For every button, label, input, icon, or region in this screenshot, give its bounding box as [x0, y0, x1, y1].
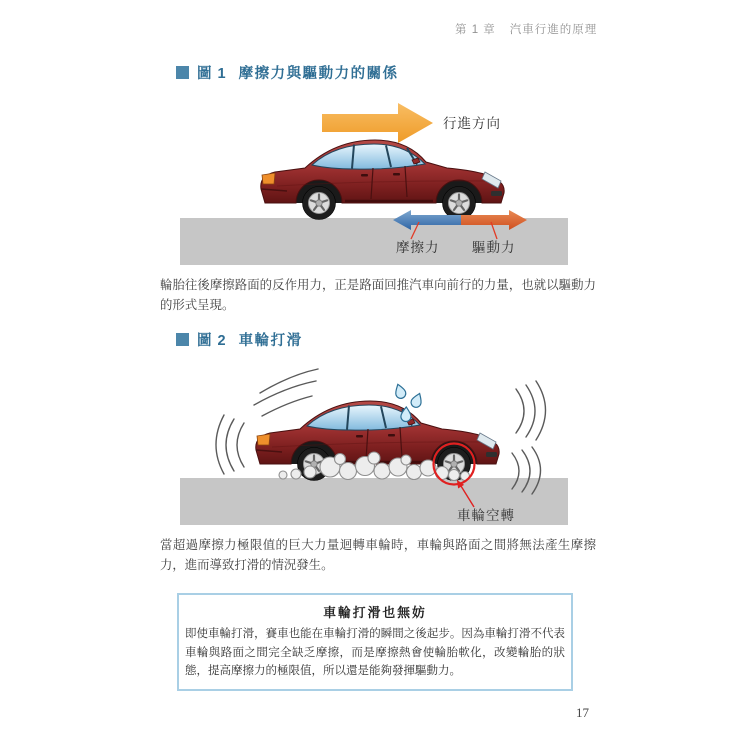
note-box-title: 車輪打滑也無妨	[323, 605, 427, 620]
figure1-heading	[176, 62, 399, 83]
figure1-illustration	[160, 95, 600, 270]
figure-bullet-icon	[176, 333, 189, 346]
figure2-heading	[176, 329, 303, 350]
car-illustration	[261, 140, 504, 220]
direction-label: 行進方向	[443, 116, 501, 131]
figure2-caption: 當超過摩擦力極限值的巨大力量迴轉車輪時，車輪與路面之間將無法產生摩擦力，進而導致打滑的情況發生。	[160, 538, 596, 572]
note-box-body: 即使車輪打滑，賽車也能在車輪打滑的瞬間之後起步。因為車輪打滑不代表車輪與路面之間完全缺乏摩擦，而是摩擦熱會使輪胎軟化，改變輪胎的狀態，提高摩擦力的極限值，所以還是能夠發揮驅動力。	[185, 628, 565, 678]
page-header	[455, 21, 597, 37]
spin-label: 車輪空轉	[457, 508, 515, 523]
chapter-title: 汽車行進的原理	[509, 24, 598, 36]
figure1-caption: 輪胎往後摩擦路面的反作用力，正是路面回推汽車向前行的力量，也就以驅動力的形式呈現。	[160, 278, 596, 312]
figure2-illustration	[160, 355, 600, 530]
figure2-label: 圖 2	[197, 333, 227, 349]
friction-label: 摩擦力	[396, 240, 440, 255]
figure1-label: 圖 1	[197, 66, 227, 82]
figure2-title: 車輪打滑	[238, 333, 303, 349]
figure-bullet-icon	[176, 66, 189, 79]
direction-arrow-icon	[322, 103, 433, 143]
page-number: 17	[576, 705, 589, 720]
note-box	[177, 593, 573, 691]
chapter-label: 第 1 章	[455, 24, 496, 36]
figure1-title: 摩擦力與驅動力的關係	[238, 66, 399, 82]
drive-label: 驅動力	[472, 240, 516, 255]
